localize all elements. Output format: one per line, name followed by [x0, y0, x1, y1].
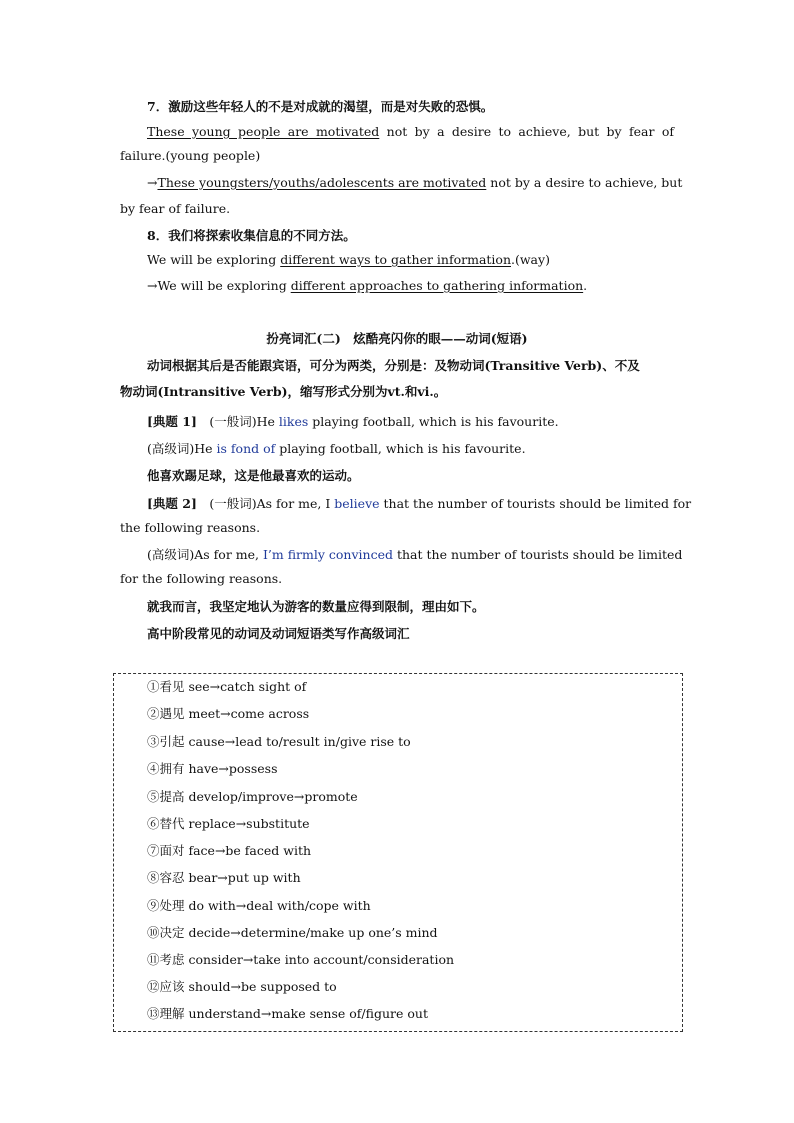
- example-text: playing football, which is his favourite.: [308, 414, 559, 429]
- answer-text: We will be exploring: [147, 252, 281, 267]
- item-7-alt-line2: by fear of failure.: [120, 201, 231, 216]
- answer-underlined: different ways to gather information: [280, 252, 511, 267]
- example-1-advanced: [147, 439, 526, 457]
- alt-text: .: [583, 278, 588, 293]
- example-2-basic-line2: the following reasons.: [120, 520, 261, 535]
- alt-underlined: These youngsters/youths/adolescents are motivated: [157, 175, 487, 190]
- vocab-item: ①看见 see→catch sight of: [147, 679, 307, 694]
- answer-text: not by a desire to achieve, but by fear of: [379, 124, 674, 139]
- vocab-item: ⑪考虑 consider→take into account/consideration: [147, 952, 455, 967]
- vocab-item: ⑬理解 understand→make sense of/figure out: [147, 1006, 428, 1021]
- vocab-item: ⑧容忍 bear→put up with: [147, 870, 301, 885]
- item-number: 8．: [147, 228, 169, 243]
- example-text: playing football, which is his favourite.: [275, 441, 526, 456]
- answer-text: .(way): [511, 252, 550, 267]
- example-1-basic: [147, 412, 559, 430]
- vocab-item: ③引起 cause→lead to/result in/give rise to: [147, 734, 411, 749]
- item-8-question: [147, 226, 356, 244]
- example-text: (一般词)He: [196, 414, 279, 429]
- answer-underlined: These young people are motivated: [147, 124, 380, 139]
- vocab-item: ⑫应该 should→be supposed to: [147, 979, 337, 994]
- intro-line1: 动词根据其后是否能跟宾语，可分为两类，分别是：及物动词(Transitive Verb)、不及: [147, 358, 640, 373]
- vocab-item: ⑨处理 do with→deal with/cope with: [147, 898, 371, 913]
- example-2-advanced-line2: for the following reasons.: [120, 571, 283, 586]
- vocab-item: ⑤提高 develop/improve→promote: [147, 789, 358, 804]
- highlight-word: believe: [334, 496, 380, 511]
- example-label: [典题 1]: [147, 414, 197, 429]
- example-text: that the number of tourists should be limited: [393, 547, 683, 562]
- item-8-alt: [147, 278, 587, 293]
- example-2-translation: 就我而言，我坚定地认为游客的数量应得到限制，理由如下。: [147, 599, 485, 614]
- vocab-title: 高中阶段常见的动词及动词短语类写作高级词汇: [147, 626, 410, 641]
- vocab-item: ④拥有 have→possess: [147, 761, 278, 776]
- item-chinese: 我们将探索收集信息的不同方法。: [168, 228, 356, 243]
- alt-text: →We will be exploring: [147, 278, 291, 293]
- example-text: that the number of tourists should be limited for: [379, 496, 692, 511]
- example-2-basic: [147, 494, 691, 512]
- item-chinese: 激励这些年轻人的不是对成就的渴望，而是对失败的恐惧。: [168, 99, 494, 114]
- example-text: (高级词)As for me,: [147, 547, 263, 562]
- example-1-translation: 他喜欢踢足球，这是他最喜欢的运动。: [147, 468, 360, 483]
- alt-underlined: different approaches to gathering information: [290, 278, 584, 293]
- example-text: (高级词)He: [147, 441, 217, 456]
- item-number: 7．: [147, 99, 169, 114]
- vocab-item: ⑥替代 replace→substitute: [147, 816, 310, 831]
- intro-line2: 物动词(Intransitive Verb)，缩写形式分别为vt.和vi.。: [120, 384, 447, 399]
- vocab-item: ⑩决定 decide→determine/make up one’s mind: [147, 925, 438, 940]
- example-text: (一般词)As for me, I: [196, 496, 335, 511]
- highlight-word: likes: [278, 414, 309, 429]
- alt-text: not by a desire to achieve, but: [486, 175, 683, 190]
- item-7-alt-line1: [147, 175, 682, 190]
- example-2-advanced: [147, 545, 682, 563]
- arrow-icon: →: [147, 175, 158, 190]
- item-7-answer-line2: failure.(young people): [120, 148, 261, 163]
- highlight-word: is fond of: [216, 441, 276, 456]
- item-8-answer: [147, 252, 550, 267]
- example-label: [典题 2]: [147, 496, 197, 511]
- vocab-item: ⑦面对 face→be faced with: [147, 843, 312, 858]
- section-title: 扮亮词汇(二) 炫酷亮闪你的眼——动词(短语): [266, 331, 528, 346]
- highlight-word: I’m firmly convinced: [262, 547, 393, 562]
- vocab-item: ②遇见 meet→come across: [147, 706, 310, 721]
- item-7-answer-line1: [147, 124, 674, 139]
- item-7-question: [147, 97, 493, 115]
